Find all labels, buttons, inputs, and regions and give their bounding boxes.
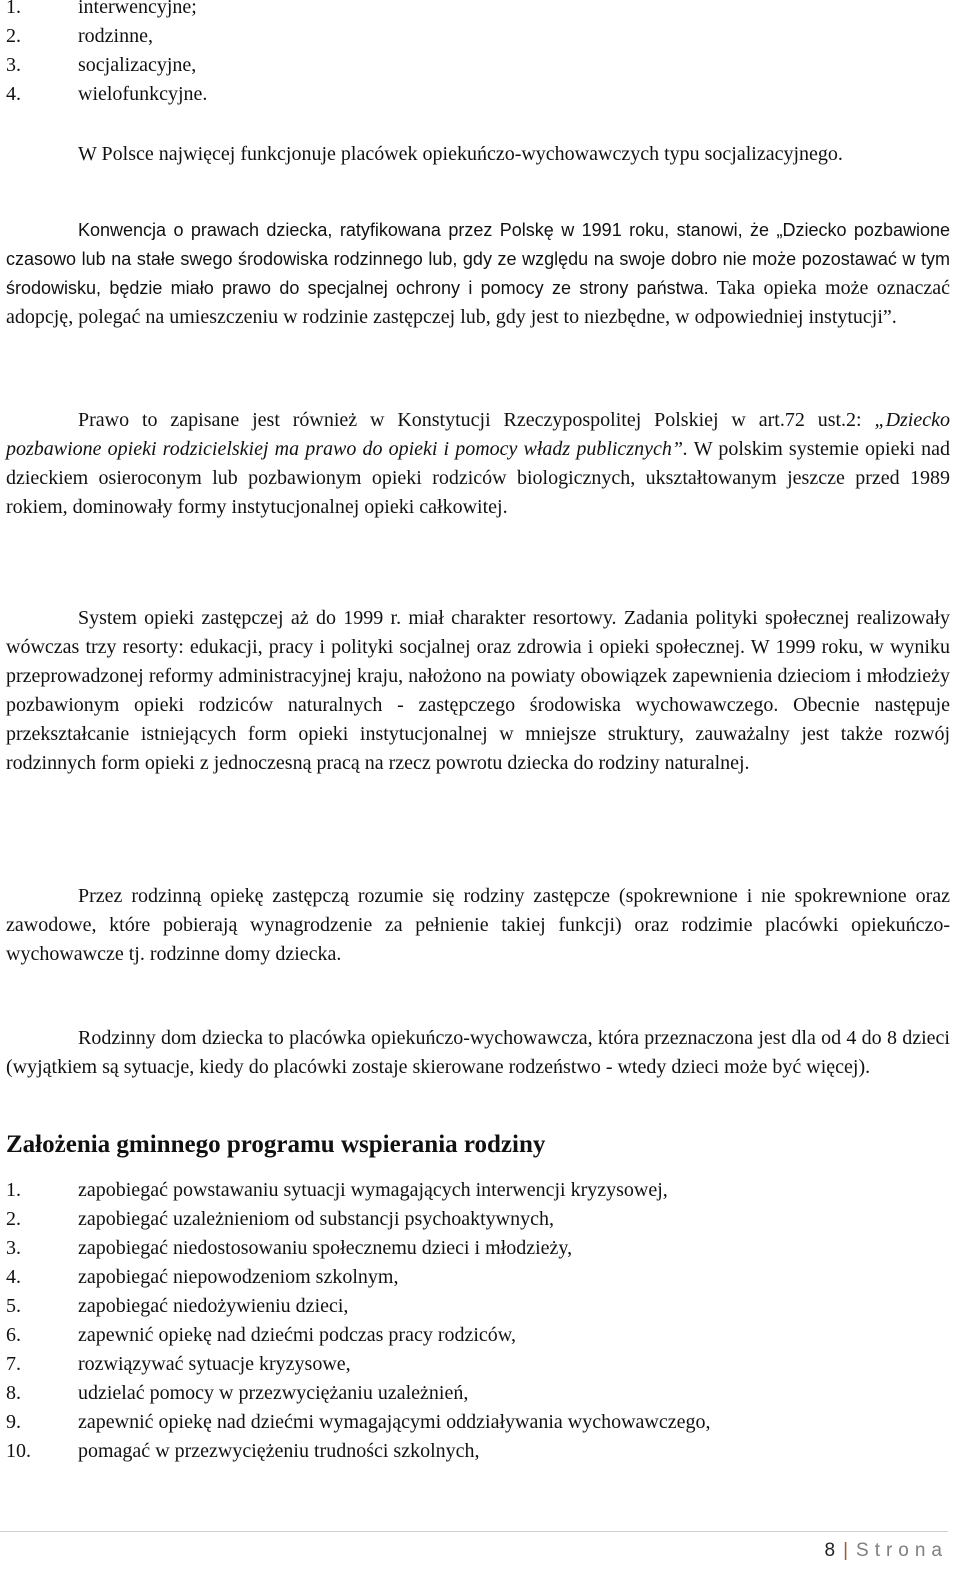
list-item: 10. pomagać w przezwyciężeniu trudności szkolnych,: [6, 1440, 480, 1462]
list-item: 2. zapobiegać uzależnieniom od substancji psychoaktywnych,: [6, 1208, 554, 1230]
list-item: 5. zapobiegać niedożywieniu dzieci,: [6, 1295, 349, 1317]
page-number: 8: [824, 1540, 836, 1561]
paragraph-konwencja: Konwencja o prawach dziecka, ratyfikowana przez Polskę w 1991 roku, stanowi, że „Dziecko pozbawione czasowo lub na stałe swego środowiska rodzinnego lub, gdy ze względu na swoje dobro nie może pozostawać w tym środowisku, będzie miało prawo do specjalnej ochrony i pomocy ze strony państwa. Taka opieka może oznaczać adopcję, polegać na umieszczeniu w rodzinie zastępczej lub, gdy jest to niezbędne, w odpowiedniej instytucji”.: [6, 220, 950, 328]
paragraph-konstytucja: Prawo to zapisane jest również w Konstytucji Rzeczypospolitej Polskiej w art.72 ust.2: „Dziecko pozbawione opieki rodzicielskiej ma prawo do opieki i pomocy władz publicznych”. W polskim systemie opieki nad dzieckiem osieroconym lub pozbawionym opieki rodziców biologicznych, ukształtowanym jeszcze przed 1989 rokiem, dominowały formy instytucjonalnej opieki całkowitej.: [6, 409, 950, 518]
program-goals-list: [6, 1176, 711, 1466]
list-item: 1. zapobiegać powstawaniu sytuacji wymagających interwencji kryzysowej,: [6, 1179, 668, 1201]
facility-types-list: [6, 0, 207, 109]
paragraph-rodzinna-opieka: Przez rodzinną opiekę zastępczą rozumie się rodziny zastępcze (spokrewnione i nie spokrewnione oraz zawodowe, które pobierają wynagrodzenie za pełnienie takiej funkcji) oraz rodzimie placówki opiekuńczo-wychowawcze tj. rodzinne domy dziecka.: [6, 885, 950, 965]
list-item: 4. zapobiegać niepowodzeniom szkolnym,: [6, 1266, 399, 1288]
paragraph-polska: W Polsce najwięcej funkcjonuje placówek opiekuńczo-wychowawczych typu socjalizacyjnego.: [78, 143, 843, 165]
footer-divider: [0, 1531, 948, 1532]
list-item: 9. zapewnić opiekę nad dziećmi wymagającymi oddziaływania wychowawczego,: [6, 1411, 711, 1433]
section-title: Założenia gminnego programu wspierania rodziny: [6, 1131, 546, 1158]
list-item: 7. rozwiązywać sytuacje kryzysowe,: [6, 1353, 351, 1375]
list-item: 3. zapobiegać niedostosowaniu społecznemu dzieci i młodzieży,: [6, 1237, 573, 1259]
footer-label: Strona: [856, 1540, 948, 1561]
list-item: 4. wielofunkcyjne.: [6, 83, 208, 105]
list-item: 8. udzielać pomocy w przezwyciężaniu uzależnień,: [6, 1382, 469, 1404]
paragraph-system-opieki: System opieki zastępczej aż do 1999 r. miał charakter resortowy. Zadania polityki społecznej realizowały wówczas trzy resorty: edukacji, pracy i polityki socjalnej oraz zdrowia i opieki społecznej. W 1999 roku, w wyniku przeprowadzonej reformy administracyjnej kraju, nałożono na powiaty obowiązek zapewnienia dzieciom i młodzieży pozbawionym opieki rodziców naturalnych - zastępczego środowiska wychowawczego. Obecnie następuje przekształcanie istniejących form opieki instytucjonalnej w mniejsze struktury, zauważalny jest także rozwój rodzinnych form opieki z jednoczesną pracą na rzecz powrotu dziecka do rodziny naturalnej.: [6, 607, 950, 774]
footer-separator: |: [843, 1540, 849, 1561]
list-item: 6. zapewnić opiekę nad dziećmi podczas pracy rodziców,: [6, 1324, 516, 1346]
page-footer: [825, 1540, 949, 1562]
list-item: 3. socjalizacyjne,: [6, 54, 197, 76]
list-item: 2. rodzinne,: [6, 25, 153, 47]
list-item: 1. interwencyjne;: [6, 0, 197, 18]
paragraph-rodzinny-dom: Rodzinny dom dziecka to placówka opiekuńczo-wychowawcza, która przeznaczona jest dla od 4 do 8 dzieci (wyjątkiem są sytuacje, kiedy do placówki zostaje skierowane rodzeństwo - wtedy dzieci może być więcej).: [6, 1027, 950, 1078]
